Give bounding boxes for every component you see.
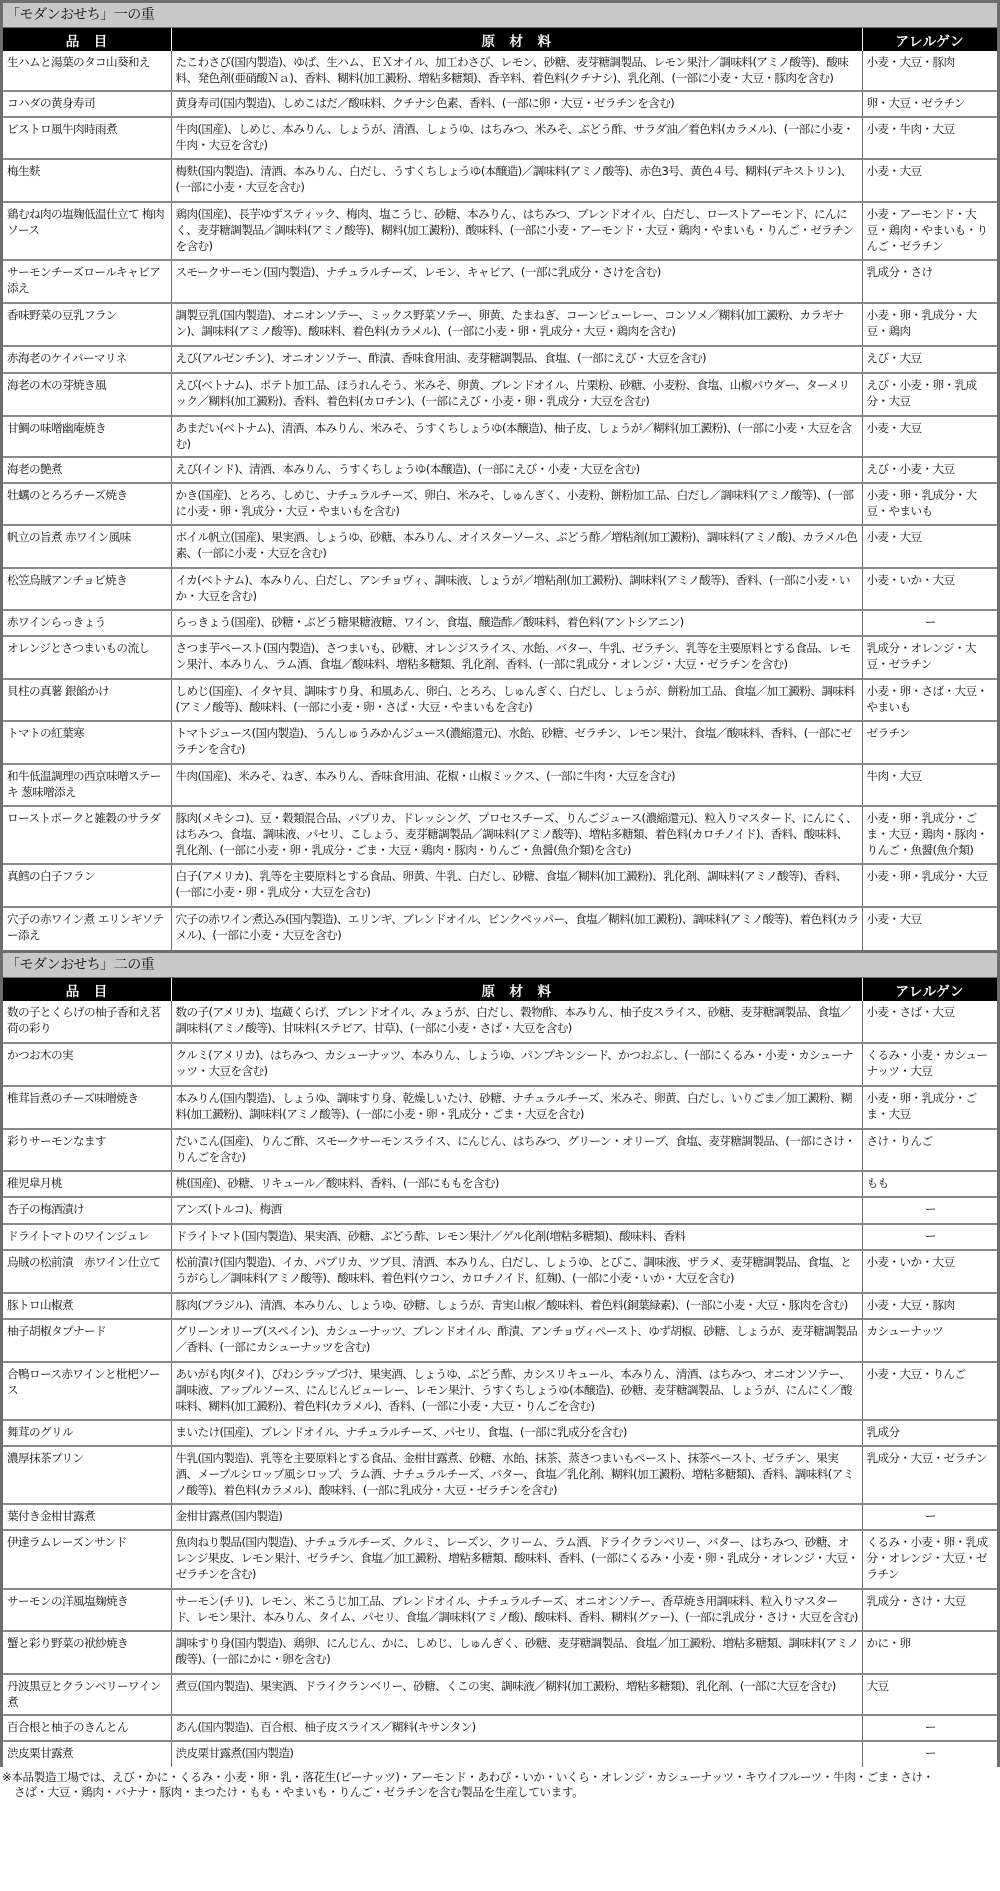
item-name-cell: トマトの紅葉寒 [3, 721, 171, 764]
table-row [3, 1674, 997, 1715]
ingredients-cell: 牛肉(国産)、しめじ、本みりん、しょうが、清酒、しょうゆ、はちみつ、米みそ、ぶどう酢、サラダ油／着色料(カラメル)、(一部に小麦・牛肉・大豆を含む) [171, 117, 862, 159]
item-name-cell: 蟹と彩り野菜の袱紗焼き [3, 1631, 171, 1674]
table-row [3, 806, 997, 864]
allergen-cell: 小麦・大豆・豚肉 [862, 1293, 997, 1319]
ingredients-cell: 数の子(アメリカ)、塩蔵くらげ、ブレンドオイル、みょうが、白だし、穀物酢、本みりん、柚子皮スライス、砂糖、麦芽糖調製品、食塩／調味料(アミノ酸等)、甘味料(ステビア、甘草)、(一部に小麦・さば・大豆を含む) [171, 1001, 862, 1043]
table-row [3, 1043, 997, 1086]
table-row [3, 636, 997, 679]
ingredients-cell: 松前漬け(国内製造)、イカ、パプリカ、ツブ貝、清酒、本みりん、白だし、しょうゆ、とびこ、調味液、ザラメ、麦芽糖調製品、食塩、とうがらし／調味料(アミノ酸等)、酸味料、着色料(ウコン、カロチノイド、紅麹)、(一部に小麦・いか・大豆を含む) [171, 1250, 862, 1293]
table-header-row [3, 28, 997, 51]
allergen-cell: 小麦・卵・さば・大豆・やまいも [862, 679, 997, 721]
table-row [3, 373, 997, 416]
item-name-cell: 香味野菜の豆乳フラン [3, 303, 171, 346]
table-row [3, 864, 997, 907]
allergen-cell: 小麦・卵・乳成分・ごま・大豆 [862, 1086, 997, 1129]
item-name-cell: 彩りサーモンなます [3, 1129, 171, 1171]
ingredients-cell: ボイル帆立(国産)、果実酒、しょうゆ、砂糖、本みりん、オイスターソース、ぶどう酢／増粘剤(加工澱粉)、調味料(アミノ酸)、カラメル色素、(一部に小麦・大豆を含む) [171, 525, 862, 568]
table-row [3, 610, 997, 636]
column-header-item: 品 目 [3, 28, 171, 51]
table-row [3, 457, 997, 483]
ingredients-cell: まいたけ(国産)、ブレンドオイル、ナチュラルチーズ、パセリ、食塩、(一部に乳成分を含む) [171, 1420, 862, 1446]
ingredients-cell: トマトジュース(国内製造)、うんしゅうみかんジュース(濃縮還元)、水飴、砂糖、ゼラチン、レモン果汁、食塩／酸味料、香料、(一部にゼラチンを含む) [171, 721, 862, 764]
table-row [3, 764, 997, 806]
ingredients-cell: 桃(国産)、砂糖、リキュール／酸味料、香料、(一部にももを含む) [171, 1171, 862, 1197]
allergen-cell: 乳成分 [862, 1420, 997, 1446]
ingredients-cell: 穴子の赤ワイン煮込み(国内製造)、エリンギ、ブレンドオイル、ピンクペッパー、食塩／糊料(加工澱粉)、調味料(アミノ酸等)、着色料(カラメル)、(一部に小麦・大豆を含む) [171, 907, 862, 950]
item-name-cell: コハダの黄身寿司 [3, 91, 171, 117]
ingredients-cell: えび(アルゼンチン)、オニオンソテー、酢漬、香味食用油、麦芽糖調製品、食塩、(一部にえび・大豆を含む) [171, 346, 862, 373]
ingredients-cell: ドライトマト(国内製造)、果実酒、砂糖、ぶどう酢、レモン果汁／ゲル化剤(増粘多糖類)、酸味料、香料 [171, 1224, 862, 1250]
item-name-cell: 杏子の梅酒漬け [3, 1197, 171, 1224]
allergen-cell: 小麦・卵・乳成分・大豆 [862, 864, 997, 907]
allergen-cell: 小麦・卵・乳成分・ごま・大豆・鶏肉・豚肉・りんご・魚醤(魚介類) [862, 806, 997, 864]
ingredients-cell: 調味すり身(国内製造)、鶏卵、にんじん、かに、しめじ、しゅんぎく、砂糖、麦芽糖調製品、食塩／加工澱粉、増粘多糖類、調味料(アミノ酸等)、(一部にかに・卵を含む) [171, 1631, 862, 1674]
ingredients-cell: 鶏肉(国産)、長芋ゆずスティック、梅肉、塩こうじ、砂糖、本みりん、はちみつ、ブレンドオイル、白だし、ローストアーモンド、にんにく、麦芽糖調製品／調味料(アミノ酸等)、糊料(加工澱粉)、酸味料、(一部に小麦・アーモンド・大豆・鶏肉・やまいも・りんご・ゼラチンを含む) [171, 202, 862, 260]
item-name-cell: 松笠烏賊アンチョビ焼き [3, 568, 171, 610]
allergen-cell: ゼラチン [862, 721, 997, 764]
table-row [3, 202, 997, 260]
table-row [3, 260, 997, 303]
table-row [3, 303, 997, 346]
item-name-cell: 柚子胡椒タプナード [3, 1319, 171, 1362]
table-row [3, 721, 997, 764]
table-row [3, 1530, 997, 1589]
allergen-cell: 乳成分・オレンジ・大豆・ゼラチン [862, 636, 997, 679]
column-header-allergen: アレルゲン [862, 28, 997, 51]
table-row [3, 416, 997, 457]
item-name-cell: 帆立の旨煮 赤ワイン風味 [3, 525, 171, 568]
table-row [3, 1250, 997, 1293]
item-name-cell: 渋皮栗甘露煮 [3, 1741, 171, 1767]
table-row [3, 483, 997, 525]
item-name-cell: 甘鯛の味噌幽庵焼き [3, 416, 171, 457]
ingredients-cell: さつま芋ペースト(国内製造)、さつまいも、砂糖、オレンジスライス、水飴、バター、牛乳、ゼラチン、乳等を主要原料とする食品、レモン果汁、本みりん、ラム酒、食塩／酸味料、増粘多糖類、乳化剤、香料、(一部に乳成分・オレンジ・大豆・ゼラチンを含む) [171, 636, 862, 679]
ingredients-cell: グリーンオリーブ(スペイン)、カシューナッツ、ブレンドオイル、酢漬、アンチョヴィペースト、ゆず胡椒、砂糖、しょうが、麦芽糖調製品／香料、(一部にカシューナッツを含む) [171, 1319, 862, 1362]
table-row [3, 1741, 997, 1767]
allergen-cell: カシューナッツ [862, 1319, 997, 1362]
item-name-cell: 牡蠣のとろろチーズ焼き [3, 483, 171, 525]
table-row [3, 117, 997, 159]
allergen-cell: 小麦・さば・大豆 [862, 1001, 997, 1043]
ingredients-cell: クルミ(アメリカ)、はちみつ、カシューナッツ、本みりん、しょうゆ、パンプキンシード、かつおぶし、(一部にくるみ・小麦・カシューナッツ・大豆を含む) [171, 1043, 862, 1086]
item-name-cell: 豚トロ山椒煮 [3, 1293, 171, 1319]
allergen-cell: 小麦・大豆 [866, 912, 922, 926]
allergen-cell: 小麦・いか・大豆 [862, 568, 997, 610]
table-row [3, 1086, 997, 1129]
item-name-cell: 梅生麩 [3, 159, 171, 202]
allergen-cell: 小麦・大豆 [862, 159, 997, 202]
item-name-cell: 濃厚抹茶プリン [3, 1446, 171, 1504]
ingredients-cell: サーモン(チリ)、レモン、米こうじ加工品、ブレンドオイル、ナチュラルチーズ、オニオンソテー、香草焼き用調味料、粒入りマスタード、レモン果汁、本みりん、タイム、パセリ、食塩／調味料(アミノ酸)、酸味料、香料、糊料(グァー)、(一部に乳成分・さけ・大豆を含む) [171, 1589, 862, 1631]
table-row [3, 525, 997, 568]
item-name-cell: 赤ワインらっきょう [3, 610, 171, 636]
item-name-cell: 合鴨ロース赤ワインと枇杷ソース [3, 1362, 171, 1420]
ingredients-cell: だいこん(国産)、りんご酢、スモークサーモンスライス、にんじん、はちみつ、グリーン・オリーブ、食塩、麦芽糖調製品、(一部にさけ・りんごを含む) [171, 1129, 862, 1171]
footnote-line-2: さば・大豆・鶏肉・バナナ・豚肉・まつたけ・もも・やまいも・りんご・ゼラチンを含む製品を生産しています。 [14, 1785, 584, 1799]
item-name-cell: かつお木の実 [3, 1043, 171, 1086]
item-name-cell: 稚児皐月桃 [3, 1171, 171, 1197]
table-row [3, 1319, 997, 1362]
table-row [3, 1446, 997, 1504]
table-row [3, 1631, 997, 1674]
section-ni-no-ju [0, 950, 1000, 1767]
table-row [3, 91, 997, 117]
allergen-cell: 小麦・大豆・りんご [862, 1362, 997, 1420]
item-name-cell: 生ハムと湯葉のタコ山葵和え [3, 51, 171, 91]
ingredients-cell: 白子(アメリカ)、乳等を主要原料とする食品、卵黄、牛乳、白だし、砂糖、食塩／糊料(加工澱粉)、乳化剤、調味料(アミノ酸等)、香料、(一部に小麦・卵・乳成分・大豆を含む) [171, 864, 862, 907]
allergen-cell: 小麦・卵・乳成分・大豆・やまいも [862, 483, 997, 525]
item-name-cell: 真鱈の白子フラン [3, 864, 171, 907]
item-name-cell: サーモンの洋風塩麹焼き [3, 1589, 171, 1631]
allergen-cell: 小麦・卵・乳成分・大豆・鶏肉 [862, 303, 997, 346]
item-name-cell: 鶏むね肉の塩麹低温仕立て 梅肉ソース [3, 202, 171, 260]
ingredients-cell: 豚肉(メキシコ)、豆・穀類混合品、パプリカ、ドレッシング、プロセスチーズ、りんごジュース(濃縮還元)、粒入りマスタード、にんにく、はちみつ、食塩、調味液、パセリ、こしょう、麦芽糖調製品／調味料(アミノ酸等)、増粘多糖類、着色料(カロチノイド)、香料、酸味料、乳化剤、(一部に小麦・卵・乳成分・ごま・大豆・鶏肉・豚肉・りんご・魚醤(魚介類)を含む) [171, 806, 862, 864]
column-header-allergen: アレルゲン [862, 978, 997, 1001]
table-row [3, 1171, 997, 1197]
table-row [3, 1589, 997, 1631]
allergen-cell: 小麦・いか・大豆 [862, 1250, 997, 1293]
item-name-cell: オレンジとさつまいもの流し [3, 636, 171, 679]
ingredients-cell: えび(ベトナム)、ポテト加工品、ほうれんそう、米みそ、卵黄、ブレンドオイル、片栗粉、砂糖、小麦粉、食塩、山椒パウダー、ターメリック／糊料(加工澱粉)、香料、着色料(カロチン)、(一部にえび・小麦・卵・乳成分・大豆を含む) [171, 373, 862, 416]
allergen-cell: 牛肉・大豆 [862, 764, 997, 806]
allergen-cell: えび・大豆 [862, 346, 997, 373]
ingredients-cell: 牛乳(国内製造)、乳等を主要原料とする食品、金柑甘露煮、砂糖、水飴、抹茶、蒸さつまいもペースト、抹茶ペースト、ゼラチン、果実酒、メープルシロップ風シロップ、ラム酒、ナチュラルチーズ、バター、食塩／乳化剤、糊料(加工澱粉、増粘多糖類)、香料、調味料(アミノ酸等)、着色料(カラメル)、酸味料、(一部に乳成分・大豆・ゼラチンを含む) [171, 1446, 862, 1504]
factory-allergen-footnote [0, 1767, 1000, 1800]
table-row [3, 51, 997, 91]
ingredients-cell: 牛肉(国産)、米みそ、ねぎ、本みりん、香味食用油、花椒・山椒ミックス、(一部に牛肉・大豆を含む) [171, 764, 862, 806]
ingredients-cell: たこわさび(国内製造)、ゆば、生ハム、ＥＸオイル、加工わさび、レモン、砂糖、麦芽糖調製品、レモン果汁／調味料(アミノ酸等)、酸味料、発色剤(亜硝酸Ｎａ)、香料、糊料(加工澱粉、増粘多糖類)、香辛料、着色料(クチナシ)、乳化剤、(一部に小麦・大豆・豚肉を含む) [171, 51, 862, 91]
allergen-cell: 乳成分・さけ・大豆 [862, 1589, 997, 1631]
ingredients-cell: 黄身寿司(国内製造)、しめこはだ／酸味料、クチナシ色素、香料、(一部に卵・大豆・ゼラチンを含む) [171, 91, 862, 117]
item-name-cell: 丹波黒豆とクランベリーワイン煮 [3, 1674, 171, 1715]
allergen-cell: 小麦・大豆 [862, 416, 997, 457]
ingredients-table [3, 978, 997, 1767]
ingredients-cell: 本みりん(国内製造)、しょうゆ、調味すり身、乾燥しいたけ、砂糖、ナチュラルチーズ、米みそ、卵黄、白だし、いりごま／加工澱粉、糊料(加工澱粉)、調味料(アミノ酸等)、(一部に小麦・卵・乳成分・ごま・大豆を含む) [171, 1086, 862, 1129]
section-title: 「モダンおせち」二の重 [3, 953, 997, 978]
column-header-item: 品 目 [3, 978, 171, 1001]
ingredients-cell: 豚肉(ブラジル)、清酒、本みりん、しょうゆ、砂糖、しょうが、青実山椒／酸味料、着色料(銅葉緑素)、(一部に小麦・大豆・豚肉を含む) [171, 1293, 862, 1319]
allergen-cell: ー [924, 1746, 936, 1760]
allergen-cell: ー [862, 1224, 997, 1250]
allergen-cell: くるみ・小麦・卵・乳成分・オレンジ・大豆・ゼラチン [862, 1530, 997, 1589]
ingredients-cell: 金柑甘露煮(国内製造) [171, 1504, 862, 1530]
ingredients-cell: 調製豆乳(国内製造)、オニオンソテー、ミックス野菜ソテー、卵黄、たまねぎ、コーンピューレー、コンソメ／糊料(加工澱粉、カラギナン)、調味料(アミノ酸等)、酸味料、着色料(カラメル)、(一部に小麦・卵・乳成分・大豆・鶏肉を含む) [171, 303, 862, 346]
ingredients-cell: アンズ(トルコ)、梅酒 [171, 1197, 862, 1224]
allergen-cell: くるみ・小麦・カシューナッツ・大豆 [862, 1043, 997, 1086]
allergen-cell: 卵・大豆・ゼラチン [862, 91, 997, 117]
item-name-cell: 海老の艶煮 [3, 457, 171, 483]
item-name-cell: 数の子とくらげの柚子香和え茗荷の彩り [3, 1001, 171, 1043]
ingredients-cell: あまだい(ベトナム)、清酒、本みりん、米みそ、うすくちしょうゆ(本醸造)、柚子皮、しょうが／糊料(加工澱粉)、(一部に小麦・大豆を含む) [171, 416, 862, 457]
allergen-cell: 小麦・大豆・豚肉 [862, 51, 997, 91]
item-name-cell: サーモンチーズロールキャビア添え [3, 260, 171, 303]
table-body [3, 51, 997, 950]
footnote-line-1: ※本品製造工場では、えび・かに・くるみ・小麦・卵・乳・落花生(ピーナッツ)・アーモンド・あわび・いか・いくら・オレンジ・カシューナッツ・キウイフルーツ・牛肉・ごま・さけ・ [2, 1770, 934, 1784]
table-row [3, 568, 997, 610]
allergen-cell: ー [862, 1197, 997, 1224]
item-name-cell: ローストポークと雑穀のサラダ [3, 806, 171, 864]
table-row [3, 1420, 997, 1446]
item-name-cell: 葉付き金柑甘露煮 [3, 1504, 171, 1530]
ingredients-cell: しめじ(国産)、イタヤ貝、調味すり身、和風あん、卵白、とろろ、しゅんぎく、白だし、しょうが、餅粉加工品、食塩／加工澱粉、調味料(アミノ酸等)、酸味料、(一部に小麦・卵・さば・大豆・やまいもを含む) [171, 679, 862, 721]
ingredients-cell: 渋皮栗甘露煮(国内製造) [171, 1741, 862, 1767]
table-row [3, 1293, 997, 1319]
allergen-cell: 小麦・大豆 [862, 525, 997, 568]
allergen-cell: えび・小麦・卵・乳成分・大豆 [862, 373, 997, 416]
table-row [3, 907, 997, 950]
item-name-cell: 百合根と柚子のきんとん [3, 1715, 171, 1741]
allergen-cell: ー [862, 1504, 997, 1530]
item-name-cell: ビストロ風牛肉時雨煮 [3, 117, 171, 159]
allergen-cell: 小麦・アーモンド・大豆・鶏肉・やまいも・りんご・ゼラチン [862, 202, 997, 260]
ingredients-cell: イカ(ベトナム)、本みりん、白だし、アンチョヴィ、調味液、しょうが／増粘剤(加工澱粉)、調味料(アミノ酸等)、香料、(一部に小麦・いか・大豆を含む) [171, 568, 862, 610]
item-name-cell: 海老の木の芽焼き風 [3, 373, 171, 416]
allergen-cell: 乳成分・さけ [862, 260, 997, 303]
allergen-cell: 大豆 [862, 1674, 997, 1715]
table-row [3, 1715, 997, 1741]
table-header-row [3, 978, 997, 1001]
item-name-cell: 舞茸のグリル [3, 1420, 171, 1446]
ingredients-table [3, 28, 997, 950]
column-header-ingredients: 原 材 料 [171, 978, 862, 1001]
item-name-cell: 椎茸旨煮のチーズ味噌焼き [3, 1086, 171, 1129]
ingredients-cell: えび(インド)、清酒、本みりん、うすくちしょうゆ(本醸造)、(一部にえび・小麦・大豆を含む) [171, 457, 862, 483]
ingredients-cell: 煮豆(国内製造)、果実酒、ドライクランベリー、砂糖、くこの実、調味液／糊料(加工澱粉、増粘多糖類)、乳化剤、(一部に大豆を含む) [171, 1674, 862, 1715]
column-header-ingredients: 原 材 料 [171, 28, 862, 51]
table-row [3, 1001, 997, 1043]
ingredients-cell: 魚肉ねり製品(国内製造)、ナチュラルチーズ、クルミ、レーズン、クリーム、ラム酒、ドライクランベリー、バター、はちみつ、砂糖、オレンジ果皮、レモン果汁、ゼラチン、食塩／加工澱粉、増粘多糖類、酸味料、香料、(一部にくるみ・小麦・卵・乳成分・オレンジ・大豆・ゼラチンを含む) [171, 1530, 862, 1589]
ingredients-cell: かき(国産)、とろろ、しめじ、ナチュラルチーズ、卵白、米みそ、しゅんぎく、小麦粉、餅粉加工品、白だし／調味料(アミノ酸等)、(一部に小麦・卵・乳成分・大豆・やまいもを含む) [171, 483, 862, 525]
allergen-cell: もも [862, 1171, 997, 1197]
table-row [3, 1504, 997, 1530]
allergen-cell: えび・小麦・大豆 [862, 457, 997, 483]
item-name-cell: 穴子の赤ワイン煮 エリンギソテー添え [3, 907, 171, 950]
ingredients-cell: スモークサーモン(国内製造)、ナチュラルチーズ、レモン、キャビア、(一部に乳成分・さけを含む) [171, 260, 862, 303]
table-row [3, 1129, 997, 1171]
item-name-cell: ドライトマトのワインジュレ [3, 1224, 171, 1250]
allergen-cell: かに・卵 [862, 1631, 997, 1674]
allergen-cell: ー [862, 1715, 997, 1741]
ingredients-cell: あいがも肉(タイ)、びわシラップづけ、果実酒、しょうゆ、ぶどう酢、カシスリキュール、本みりん、清酒、はちみつ、オニオンソテー、調味液、アップルソース、にんじんピューレー、レモン果汁、うすくちしょうゆ(本醸造)、砂糖、麦芽糖調製品、しょうが、にんにく／酸味料、糊料(加工澱粉)、着色料(カラメル)、香料、(一部に小麦・大豆・りんごを含む) [171, 1362, 862, 1420]
table-row [3, 1224, 997, 1250]
section-title: 「モダンおせち」一の重 [3, 3, 997, 28]
table-body [3, 1001, 997, 1767]
item-name-cell: 和牛低温調理の西京味噌ステーキ 葱味噌添え [3, 764, 171, 806]
table-row [3, 1197, 997, 1224]
table-row [3, 346, 997, 373]
table-row [3, 159, 997, 202]
table-row [3, 1362, 997, 1420]
ingredients-cell: らっきょう(国産)、砂糖・ぶどう糖果糖液糖、ワイン、食塩、醸造酢／酸味料、着色料(アントシアニン) [171, 610, 862, 636]
ingredients-cell: あん(国内製造)、百合根、柚子皮スライス／糊料(キサンタン) [171, 1715, 862, 1741]
allergen-cell: さけ・りんご [862, 1129, 997, 1171]
item-name-cell: 伊達ラムレーズンサンド [3, 1530, 171, 1589]
allergen-cell: 乳成分・大豆・ゼラチン [862, 1446, 997, 1504]
allergen-cell: 小麦・牛肉・大豆 [862, 117, 997, 159]
allergen-cell: ー [862, 610, 997, 636]
item-name-cell: 貝柱の真薯 銀餡かけ [3, 679, 171, 721]
ingredients-cell: 梅麩(国内製造)、清酒、本みりん、白だし、うすくちしょうゆ(本醸造)／調味料(アミノ酸等)、赤色3号、黄色４号、糊料(デキストリン)、(一部に小麦・大豆を含む) [171, 159, 862, 202]
item-name-cell: 赤海老のケイパーマリネ [3, 346, 171, 373]
item-name-cell: 烏賊の松前漬 赤ワイン仕立て [3, 1250, 171, 1293]
table-row [3, 679, 997, 721]
